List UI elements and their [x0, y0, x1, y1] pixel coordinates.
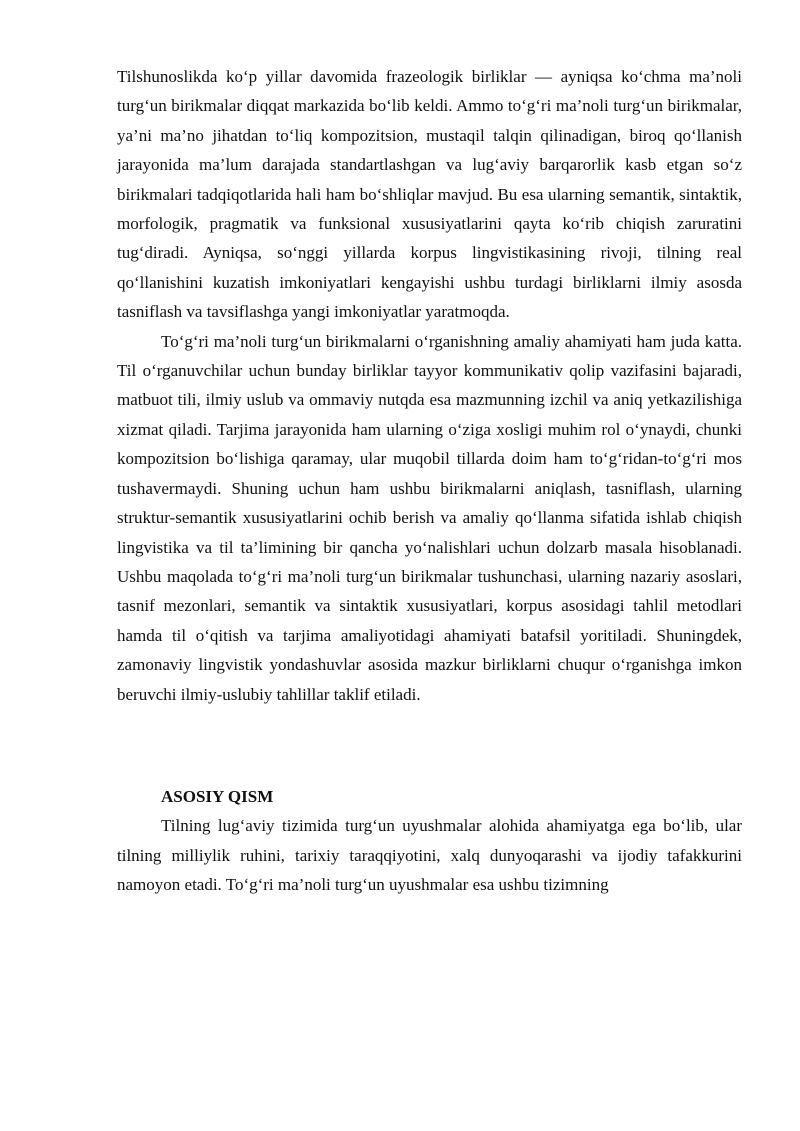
- main-paragraph-1: Tilning lug‘aviy tizimida turg‘un uyushmalar alohida ahamiyatga ega bo‘lib, ular tilning milliylik ruhini, tarixiy taraqqiyotini, xalq dunyoqarashi va ijodiy tafakkurini namoyon etadi. To‘g‘ri ma’noli turg‘un uyushmalar esa ushbu tizimning: [117, 816, 742, 895]
- document-page: [117, 62, 742, 900]
- section-spacer: [117, 709, 742, 782]
- section-heading: ASOSIY QISM: [161, 786, 274, 806]
- intro-paragraph-2: To‘g‘ri ma’noli turg‘un birikmalarni o‘rganishning amaliy ahamiyati ham juda katta. Til o‘rganuvchilar uchun bunday birliklar tayyor kommunikativ qolip vazifasini bajaradi, matbuot tili, ilmiy uslub va ommaviy nutqda esa mazmunning izchil va aniq yetkazilishiga xizmat qiladi. Tarjima jarayonida ham ularning o‘ziga xosligi muhim rol o‘ynaydi, chunki kompozitsion bo‘lishiga qaramay, ular muqobil tillarda doim ham to‘g‘ridan-to‘g‘ri mos tushavermaydi. Shuning uchun ham ushbu birikmalarni aniqlash, tasniflash, ularning struktur-semantik xususiyatlarini ochib berish va amaliy qo‘llanma sifatida ishlab chiqish lingvistika va til ta’limining bir qancha yo‘nalishlari uchun dolzarb masala hisoblanadi. Ushbu maqolada to‘g‘ri ma’noli turg‘un birikmalar tushunchasi, ularning nazariy asoslari, tasnif mezonlari, semantik va sintaktik xususiyatlari, korpus asosidagi tahlil metodlari hamda til o‘qitish va tarjima amaliyotidagi ahamiyati batafsil yoritiladi. Shuningdek, zamonaviy lingvistik yondashuvlar asosida mazkur birliklarni chuqur o‘rganishga imkon beruvchi ilmiy-uslubiy tahlillar taklif etiladi.: [117, 331, 742, 704]
- intro-paragraph-1: Tilshunoslikda ko‘p yillar davomida frazeologik birliklar — ayniqsa ko‘chma ma’noli turg‘un birikmalar diqqat markazida bo‘lib keldi. Ammo to‘g‘ri ma’noli turg‘un birikmalar, ya’ni ma’no jihatdan to‘liq kompozitsion, mustaqil talqin qilinadigan, biroq qo‘llanish jarayonida ma’lum darajada standartlashgan va lug‘aviy barqarorlik kasb etgan so‘z birikmalari tadqiqotlarida hali ham bo‘shliqlar mavjud. Bu esa ularning semantik, sintaktik, morfologik, pragmatik va funksional xususiyatlarini qayta ko‘rib chiqish zaruratini tug‘diradi. Ayniqsa, so‘nggi yillarda korpus lingvistikasining rivoji, tilning real qo‘llanishini kuzatish imkoniyatlari kengayishi ushbu turdagi birliklarni ilmiy asosda tasniflash va tavsiflashga yangi imkoniyatlar yaratmoqda.: [117, 67, 742, 322]
